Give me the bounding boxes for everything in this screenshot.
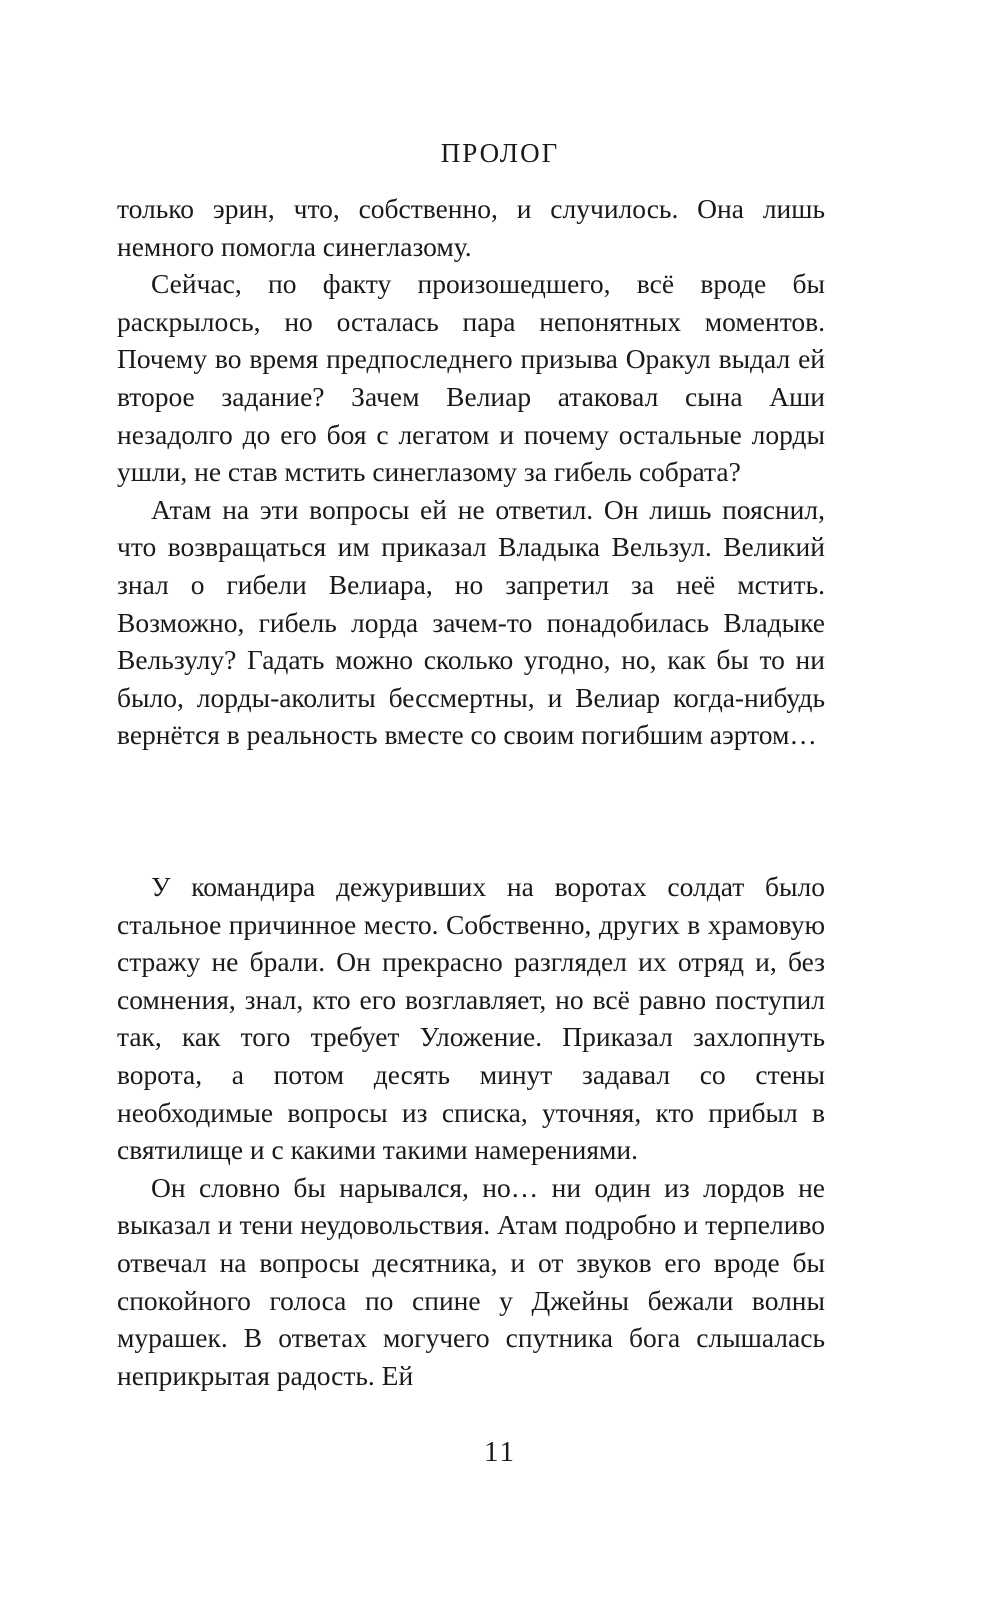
paragraph: У командира дежуривших на воротах солдат было стальное причинное место. Собственно, других в храмовую стражу не брали. Он прекрасно разглядел их отряд и, без сомнения, знал, кто его возглавляет, но всё равно поступил так, как того требует Уложение. Приказал захлопнуть ворота, а потом десять минут задавал со стены необходимые вопросы из списка, уточняя, кто прибыл в святилище и с какими такими намерениями. [117,871,825,1166]
text-section-1 [117,190,825,754]
paragraph-continued: только эрин, что, собственно, и случилось. Она лишь немного помогла синеглазому. [117,193,825,262]
page-number: 11 [484,1436,516,1468]
paragraph: Сейчас, по факту произошедшего, всё вроде бы раскрылось, но осталась пара непонятных моментов. Почему во время предпоследнего призыва Оракул выдал ей второе задание? Зачем Велиар атаковал сына Аши незадолго до его боя с легатом и почему остальные лорды ушли, не став мстить синеглазому за гибель собрата? [117,268,825,488]
text-section-2 [117,868,825,1394]
running-head-title: ПРОЛОГ [440,138,560,168]
paragraph: Он словно бы нарывался, но… ни один из лордов не выказал и тени неудовольствия. Атам подробно и терпеливо отвечал на вопросы десятника, и от звуков его вроде бы спокойного голоса по спине у Джейны бежали волны мурашек. В ответах могучего спутника бога слышалась неприкрытая радость. Ей [117,1171,825,1391]
paragraph: Атам на эти вопросы ей не ответил. Он лишь пояснил, что возвращаться им приказал Владыка Вельзул. Великий знал о гибели Велиара, но запретил за неё мстить. Возможно, гибель лорда зачем-то понадобилась Владыке Вельзулу? Гадать можно сколько угодно, но, как бы то ни было, лорды-аколиты бессмертны, и Велиар когда-нибудь вернётся в реальность вместе со своим погибшим аэртом… [117,493,825,751]
